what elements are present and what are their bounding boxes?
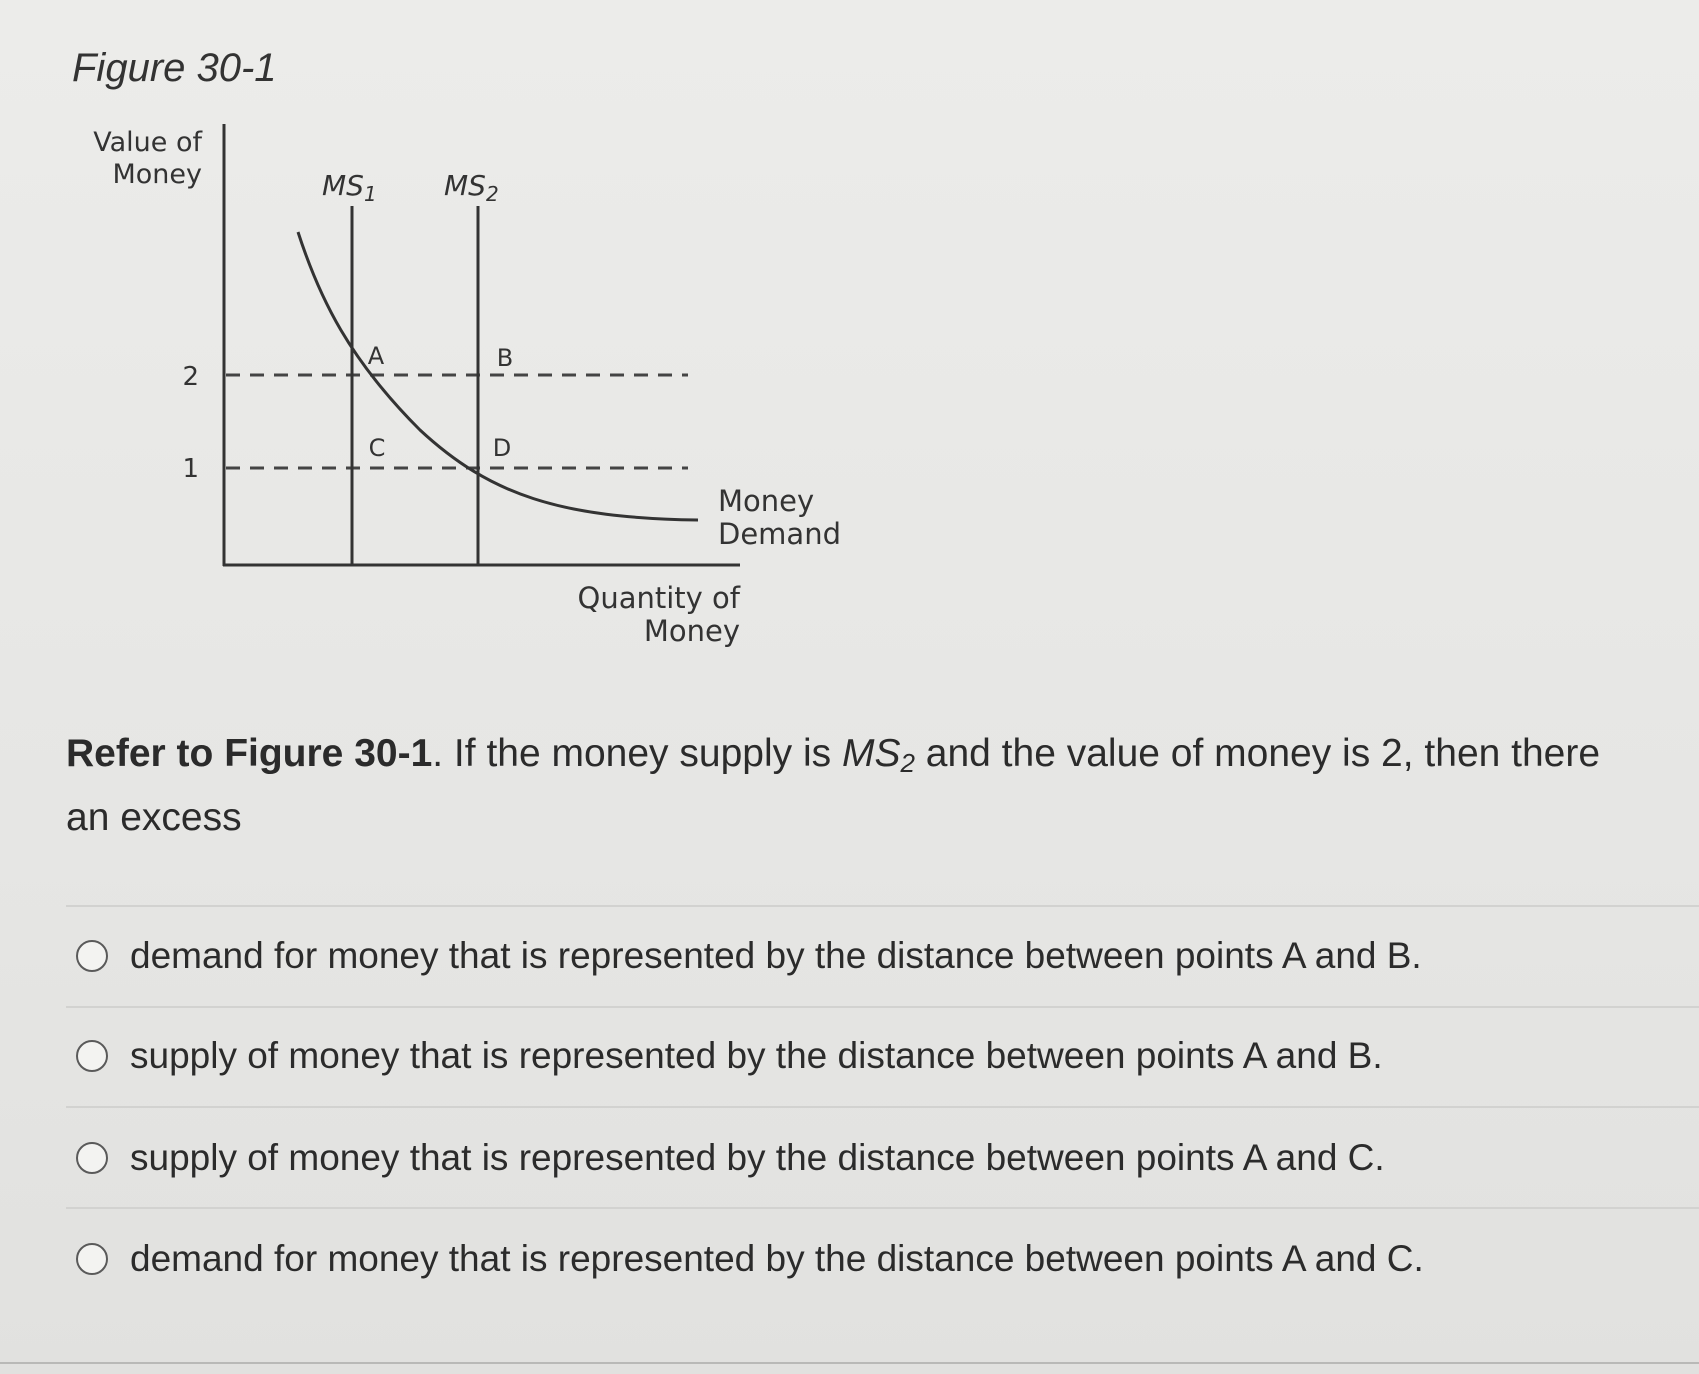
point-b-label: B xyxy=(496,344,514,372)
point-a-label: A xyxy=(367,342,385,370)
divider xyxy=(66,1006,1699,1008)
y-tick-2: 2 xyxy=(182,362,199,392)
radio-button[interactable] xyxy=(76,940,108,972)
radio-button[interactable] xyxy=(76,1040,108,1072)
x-axis-label-line2: Money xyxy=(643,614,740,648)
answer-option-label: supply of money that is represented by the distance between points A and C. xyxy=(130,1137,1385,1178)
answer-option-3[interactable] xyxy=(76,1128,1676,1188)
divider xyxy=(66,1106,1699,1108)
y-axis-label-line1: Value of xyxy=(93,127,202,158)
radio-button[interactable] xyxy=(76,1142,108,1174)
question-line-2: an excess xyxy=(66,796,242,839)
page-bottom-border xyxy=(0,1362,1699,1364)
divider xyxy=(66,1207,1699,1209)
answer-option-4[interactable] xyxy=(76,1229,1676,1289)
answer-option-label: demand for money that is represented by the distance between points A and B. xyxy=(130,935,1422,976)
answer-option-label: supply of money that is represented by the distance between points A and B. xyxy=(130,1035,1383,1076)
money-demand-label-line2: Demand xyxy=(718,517,841,551)
question-line-1: Refer to Figure 30-1. If the money supply is $MS_2$ and the value of money is 2, then there xyxy=(66,732,1601,778)
ms2-label: $MS_2$ xyxy=(444,169,499,206)
money-demand-label-line1: Money xyxy=(718,484,815,518)
y-tick-1: 1 xyxy=(182,454,199,484)
x-axis-label-line1: Quantity of xyxy=(577,581,740,615)
point-c-label: C xyxy=(368,434,386,462)
answer-option-2[interactable] xyxy=(76,1026,1676,1086)
ms1-label: $MS_1$ xyxy=(322,169,377,206)
question-ms-symbol: $MS_2$ xyxy=(841,732,915,778)
answer-option-label: demand for money that is represented by the distance between points A and C. xyxy=(130,1238,1424,1279)
question-text xyxy=(66,722,1686,850)
figure-title: Figure 30-1 xyxy=(72,46,277,90)
question-figure-ref: Refer to Figure 30-1 xyxy=(66,732,433,775)
point-d-label: D xyxy=(492,434,512,462)
divider xyxy=(66,905,1699,907)
y-axis-label-line2: Money xyxy=(112,159,202,190)
answer-option-1[interactable] xyxy=(76,926,1676,986)
radio-button[interactable] xyxy=(76,1243,108,1275)
